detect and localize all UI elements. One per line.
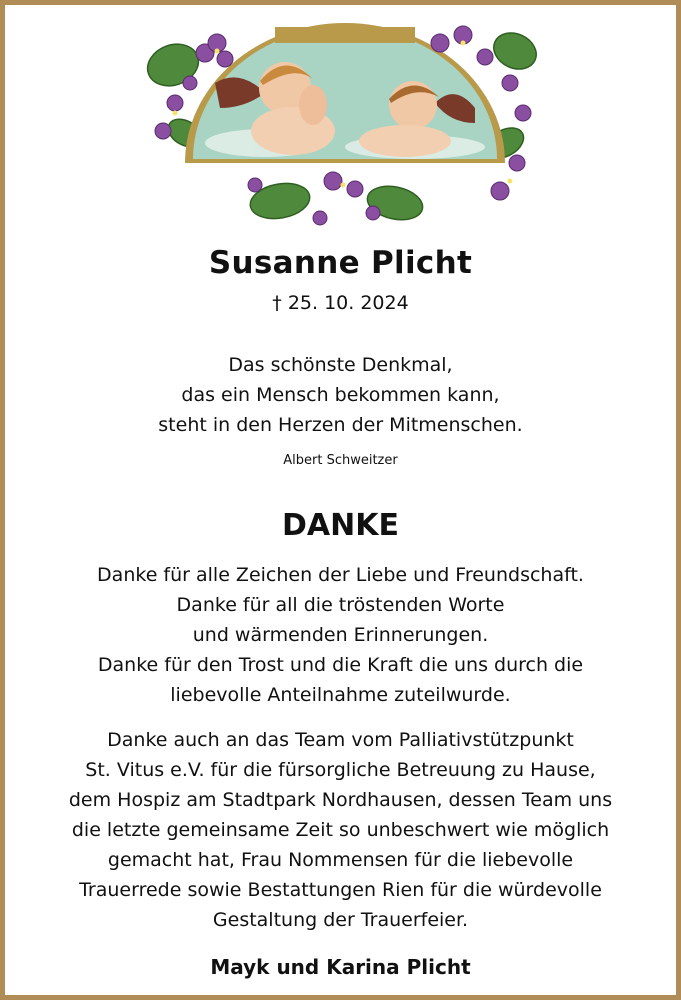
team-line: gemacht hat, Frau Nommensen für die liebevolle [107,849,574,871]
deceased-name: Susanne Plicht [208,245,473,281]
thanks-title: DANKE [282,508,399,543]
quote-line: Das schönste Denkmal, [228,354,453,376]
thanks-line: Danke für alle Zeichen der Liebe und Freundschaft. [97,564,584,586]
thanks-line: und wärmenden Erinnerungen. [192,624,489,646]
quote-line: steht in den Herzen der Mitmenschen. [158,414,523,436]
angels-with-violets-illustration [145,13,545,235]
quote-author: Albert Schweitzer [283,453,398,468]
team-thanks-paragraph [5,725,676,935]
quote-line: das ein Mensch bekommen kann, [181,384,500,406]
thanks-paragraph [5,560,676,710]
team-line: dem Hospiz am Stadtpark Nordhausen, dessen Team uns [68,789,613,811]
quote-block [5,350,676,440]
team-line: St. Vitus e.V. für die fürsorgliche Betreuung zu Hause, [85,759,596,781]
death-date: † 25. 10. 2024 [272,292,409,314]
thanks-line: Danke für all die tröstenden Worte [176,594,505,616]
thanks-line: Danke für den Trost und die Kraft die uns durch die [97,654,584,676]
signature: Mayk und Karina Plicht [210,955,471,979]
panel-top-plaque [275,27,415,43]
angels-illustration-svg [145,13,545,235]
team-line: Danke auch an das Team vom Palliativstützpunkt [107,729,574,751]
team-line: die letzte gemeinsame Zeit so unbeschwert wie möglich [71,819,610,841]
team-line: Gestaltung der Trauerfeier. [212,909,469,931]
team-line: Trauerrede sowie Bestattungen Rien für die würdevolle [79,879,602,901]
thanks-line: liebevolle Anteilnahme zuteilwurde. [170,684,511,706]
